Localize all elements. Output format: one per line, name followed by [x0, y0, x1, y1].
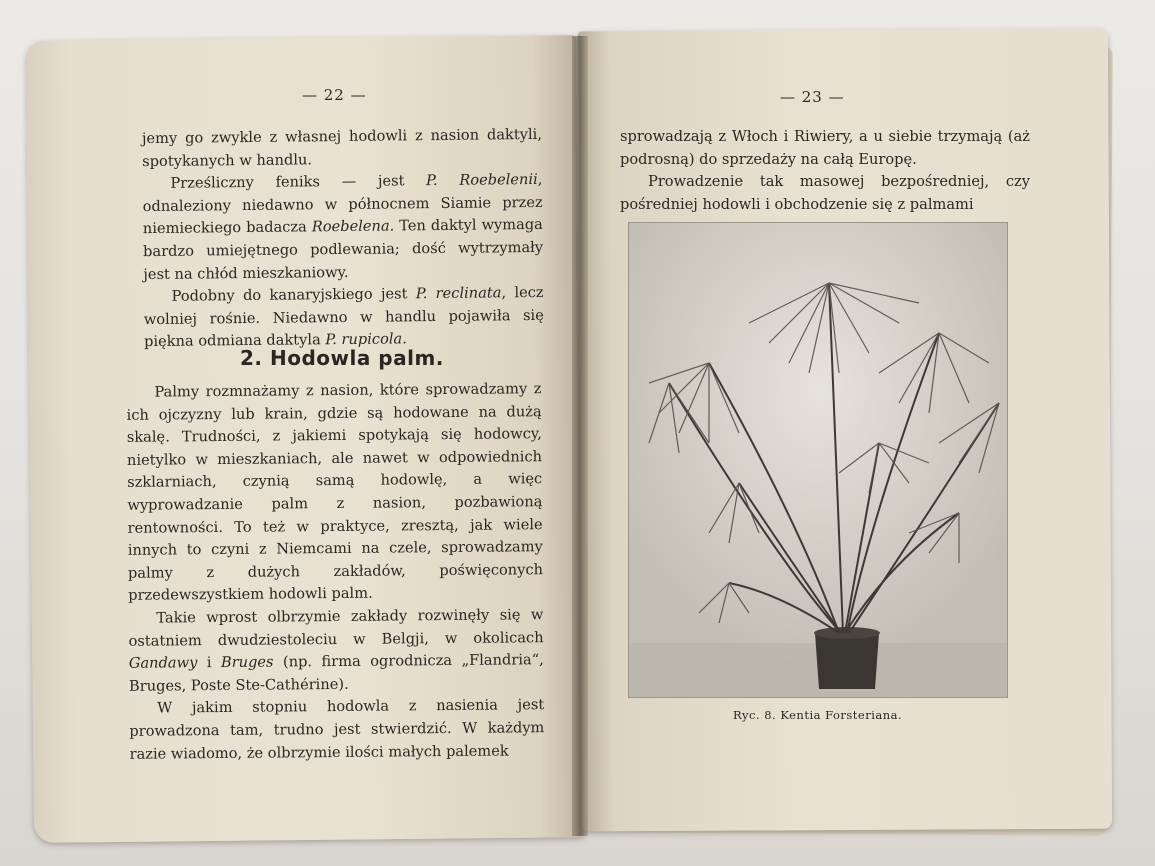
section-heading: 2. Hodowla palm. — [240, 346, 444, 370]
book-gutter — [572, 36, 588, 836]
paragraph: Podobny do kanaryjskiego jest P. reclinata, lecz wolniej rośnie. Niedawno w handlu pojawiła się piękna odmiana daktyla P. rupicola. — [143, 284, 544, 351]
paragraph: Palmy rozmnażamy z nasion, które sprowadzamy z ich ojczyzny lub krain, gdzie są hodowane na dużą skalę. Trudności, z jakiemi spotykają się hodowcy, nietylko w mieszkaniach, ale nawet w odpowiednich szklarniach, czynią samą hodowlę, a więc wyprowadzanie palm z nasion, pozbawioną rentowności. To też w praktyce, zresztą, jak wiele innych to czyni z Niemcami na czele, sprowadzamy palmy z dużych zakładów, poświęconych przedewszystkiem hodowli palm. — [126, 380, 544, 605]
paragraph: sprowadzają z Włoch i Riwiery, a u siebie trzymają (aż podrosną) do sprzedaży na całą Europę. — [620, 128, 1030, 168]
page-number-left: — 22 — — [302, 86, 367, 104]
paragraph: W jakim stopniu hodowla z nasienia jest prowadzona tam, trudno jest stwierdzić. W każdym razie wiadomo, że olbrzymie ilości małych palemek — [129, 696, 545, 763]
right-text-top — [620, 126, 1030, 216]
page-number-right: — 23 — — [780, 88, 845, 106]
left-text-bottom — [126, 378, 544, 766]
palm-photo — [628, 222, 1008, 698]
paragraph: Prowadzenie tak masowej bezpośredniej, czy pośredniej hodowli i obchodzenie się z palmami — [620, 173, 1030, 213]
paragraph: jemy go zwykle z własnej hodowli z nasion daktyli, spotykanych w handlu. — [141, 125, 543, 170]
figure-caption: Ryc. 8. Kentia Forsteriana. — [733, 708, 903, 722]
paragraph: Prześliczny feniks — jest P. Roebelenii, odnaleziony niedawno w północnem Siamie przez niemieckiego badacza Roebelena. Ten daktyl wymaga bardzo umiejętnego podlewania; dość wytrzymały jest na chłód mieszkaniowy. — [142, 171, 544, 283]
left-text-top — [142, 124, 544, 354]
paragraph: Takie wprost olbrzymie zakłady rozwinęły się w ostatniem dwudziestoleciu w Belgji, w okolicach Gandawy i Bruges (np. firma ogrodnicza „Flandria“, Bruges, Poste Ste-Cathérine). — [128, 606, 544, 695]
palm-illustration — [629, 223, 1007, 697]
